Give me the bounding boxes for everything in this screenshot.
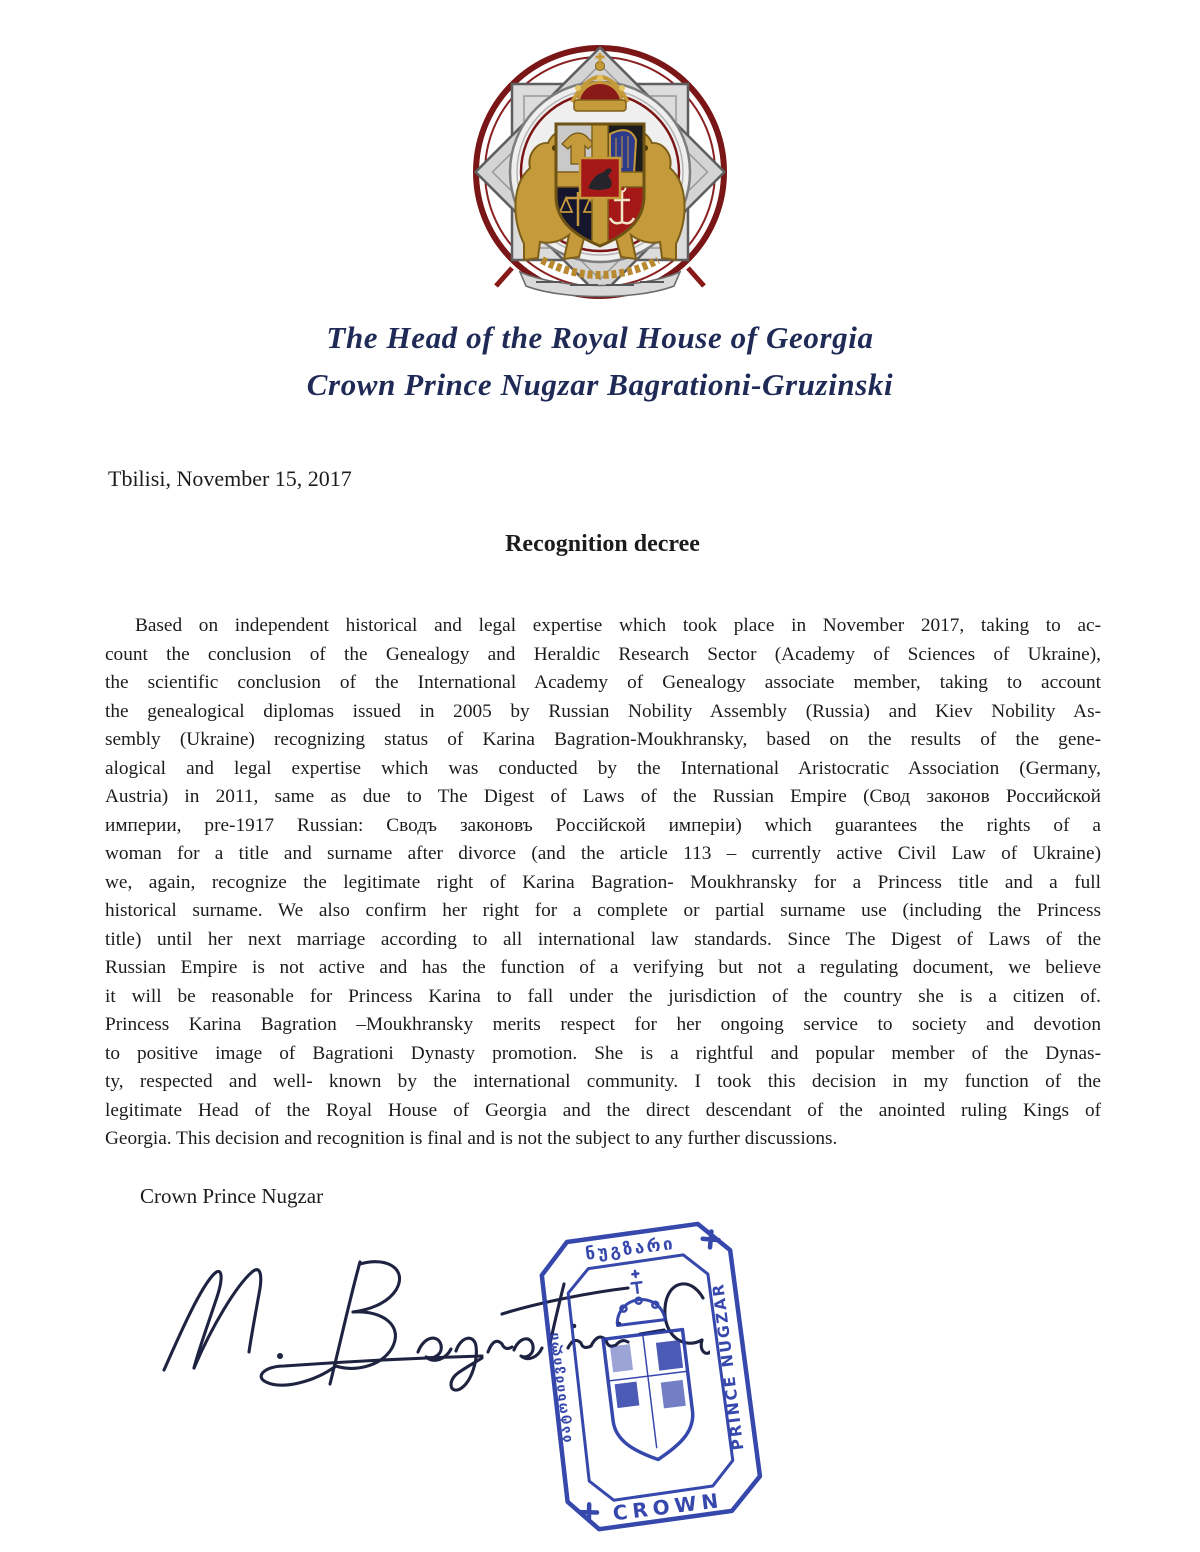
dateline: Tbilisi, November 15, 2017 xyxy=(108,466,352,491)
body-line: империи, pre-1917 Russian: Сводъ законовъ Россійской имперіи) which guarantees the rights of a xyxy=(105,814,1101,836)
body-line: we, again, recognize the legitimate right of Karina Bagration- Moukhransky for a Princess title and a full xyxy=(105,871,1101,893)
official-stamp xyxy=(530,1215,767,1539)
stamp-bottom-text: CROWN xyxy=(611,1487,725,1526)
body-line: Princess Karina Bagration –Moukhransky merits respect for her ongoing service to society and devotion xyxy=(105,1014,1101,1035)
body-line: legitimate Head of the Royal House of Georgia and the direct descendant of the anointed ruling Kings of xyxy=(105,1099,1101,1121)
stamp-left-text: ბატონიშვილი xyxy=(545,1330,576,1444)
stamp-cross-top-right xyxy=(702,1231,719,1248)
body-line: Austria) in 2011, same as due to The Digest of Laws of the Russian Empire (Свод законов Российской xyxy=(105,786,1101,807)
body-line: the genealogical diplomas issued in 2005 by Russian Nobility Assembly (Russia) and Kiev Nobility As- xyxy=(105,700,1101,722)
body-line: sembly (Ukraine) recognizing status of Karina Bagration-Moukhransky, based on the results of the gene- xyxy=(105,729,1101,750)
body-line: historical surname. We also confirm her right for a complete or partial surname use (including the Princess xyxy=(105,900,1101,921)
body-line: count the conclusion of the Genealogy and Heraldic Research Sector (Academy of Sciences of Ukraine), xyxy=(105,643,1101,665)
stamp-top-text: ნუგზარი xyxy=(584,1233,677,1265)
body-line: ty, respected and well- known by the international community. I took this decision in my function of the xyxy=(105,1071,1101,1092)
body-line: woman for a title and surname after divorce (and the article 113 – currently active Civil Law of Ukraine) xyxy=(105,843,1101,864)
letterhead-title xyxy=(0,314,1200,408)
royal-coat-of-arms xyxy=(458,36,742,308)
decree-heading: Recognition decree xyxy=(505,531,700,557)
signoff: Crown Prince Nugzar xyxy=(140,1184,324,1208)
body-line: Based on independent historical and legal expertise which took place in November 2017, taking to ac- xyxy=(135,615,1101,636)
stamp-right-text: PRINCE NUGZAR xyxy=(709,1281,748,1452)
stamp-crown-icon xyxy=(611,1268,665,1325)
letterhead-line1: The Head of the Royal House of Georgia xyxy=(326,320,874,355)
decree-body xyxy=(105,612,1101,1154)
letterhead-line2: Crown Prince Nugzar Bagrationi-Gruzinski xyxy=(306,367,894,402)
body-line: title) until her next marriage according to all international law standards. Since The Digest of Laws of the xyxy=(105,928,1101,950)
body-line: it will be reasonable for Princess Karina to fall under the jurisdiction of the country she is a citizen of. xyxy=(105,985,1101,1007)
stamp-shield xyxy=(603,1330,698,1465)
body-line: to positive image of Bagrationi Dynasty promotion. She is a rightful and popular member of the Dynas- xyxy=(105,1042,1101,1064)
body-line: alogical and legal expertise which was conducted by the International Aristocratic Association (Germany, xyxy=(105,757,1101,779)
body-line: Russian Empire is not active and has the function of a verifying but not a regulating document, we believe xyxy=(105,957,1101,978)
body-line: the scientific conclusion of the International Academy of Genealogy associate member, taking to account xyxy=(105,672,1101,693)
body-line: Georgia. This decision and recognition is final and is not the subject to any further discussions. xyxy=(105,1128,838,1149)
